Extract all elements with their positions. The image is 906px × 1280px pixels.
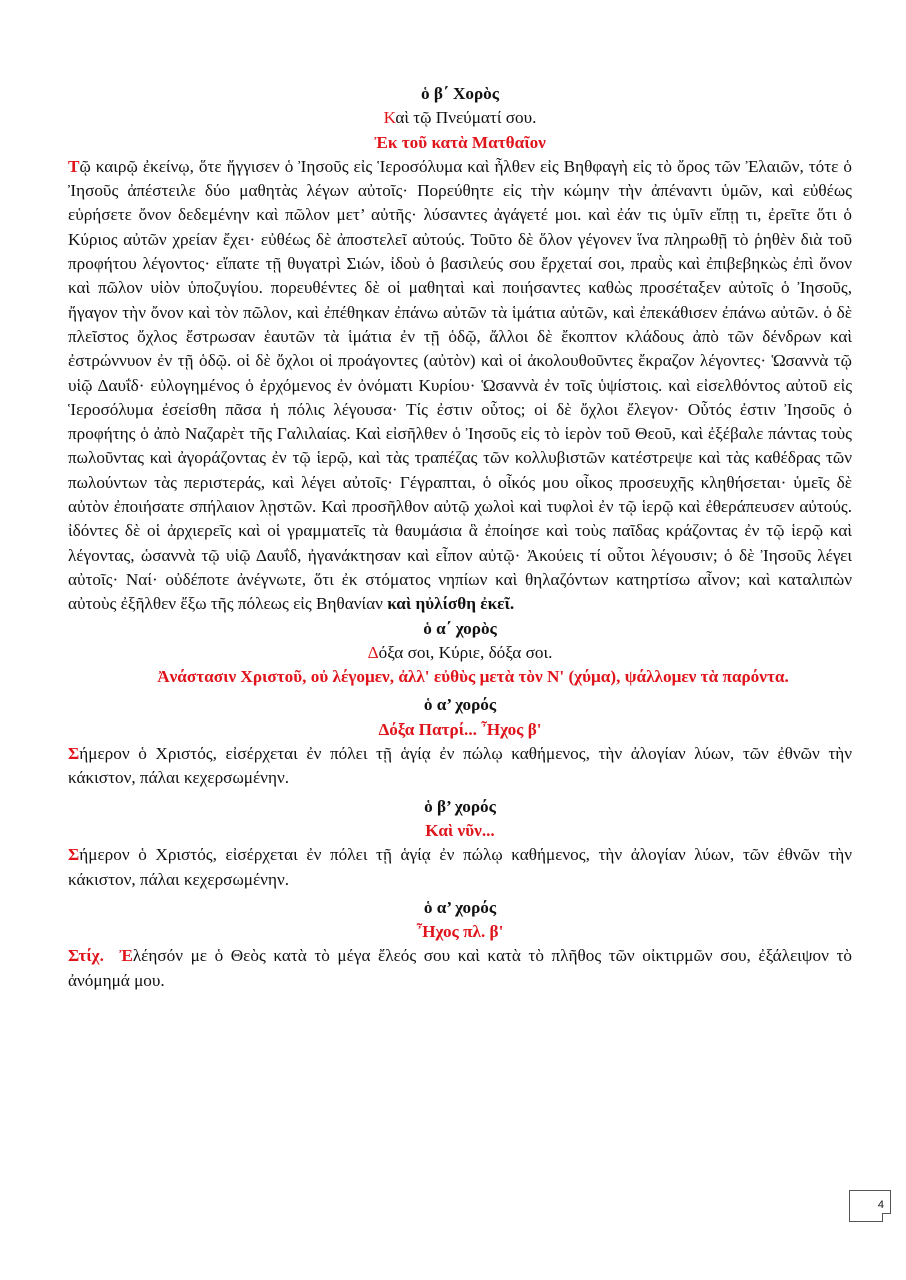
verse-initial: Δ <box>367 642 379 662</box>
stichos-initial: Ἐ <box>119 946 133 966</box>
page-number-box: 4 <box>849 1190 891 1222</box>
choir-heading: ὁ α΄ χορὸς <box>423 618 497 638</box>
choir-heading: ὁ β’ χορός <box>424 796 496 816</box>
hymn-paragraph <box>68 742 852 791</box>
stichos-paragraph <box>68 944 852 993</box>
choir-heading: ὁ α’ χορός <box>423 695 497 715</box>
verse-text: αὶ τῷ Πνεύματί σου. <box>395 108 537 128</box>
verse-initial: Κ <box>383 108 396 128</box>
hymn-text: ήμερον ὁ Χριστός, εἰσέρχεται ἐν πόλει τῇ ἁγίᾳ ἐν πώλῳ καθήμενος, τὴν ἀλογίαν λύων, τῶν ἐθνῶν τὴν κάκιστον, πάλαι κεχερσωμένην. <box>68 845 852 889</box>
hymn-initial: Σ <box>68 744 80 764</box>
kai-nyn-rubric: Καὶ νῦν... <box>425 820 495 840</box>
choir-heading: ὁ α’ χορός <box>423 897 497 917</box>
stichos-label: Στίχ. <box>68 946 104 966</box>
gospel-initial: Τ <box>68 156 80 176</box>
verse-line <box>68 106 852 130</box>
gospel-ending: καὶ ηὐλίσθη ἐκεῖ. <box>387 594 515 614</box>
hymn-text: ήμερον ὁ Χριστός, εἰσέρχεται ἐν πόλει τῇ ἁγίᾳ ἐν πώλῳ καθήμενος, τὴν ἀλογίαν λύων, τῶν ἐθνῶν τὴν κάκιστον, πάλαι κεχερσωμένην. <box>68 744 852 788</box>
instruction-rubric: Ἀνάστασιν Χριστοῦ, οὐ λέγομεν, ἀλλ' εὐθὺς μετὰ τὸν Ν' (χύμα), ψάλλομεν τὰ παρόντα. <box>157 667 789 687</box>
gospel-text: ῷ καιρῷ ἐκείνῳ, ὅτε ἤγγισεν ὁ Ἰησοῦς εἰς Ἱεροσόλυμα καὶ ἦλθεν εἰς Βηθφαγὴ εἰς τὸ ὄρος τῶν Ἐλαιῶν, τότε ὁ Ἰησοῦς ἀπέστειλε δύο μαθητὰς λέγων αὐτοῖς· Πορεύθητε εἰς τὴν κώμην τὴν ἀπέναντι ὑμῶν, καὶ εὐθέως εὑρήσετε ὄνον δεδεμένην καὶ πῶλον μετ’ αὐτῆς· λύσαντες ἀγάγετέ μοι. καὶ ἐάν τις ὑμῖν εἴπῃ τι, ἐρεῖτε ὅτι ὁ Κύριος αὐτῶν χρείαν ἔχει· εὐθέως δὲ ἀποστελεῖ αὐτούς. Τοῦτο δὲ ὅλον γέγονεν ἵνα πληρωθῇ τὸ ῥηθὲν διὰ τοῦ προφήτου λέγοντος· εἴπατε τῇ θυγατρὶ Σιών, ἰδοὺ ὁ βασιλεύς σου ἔρχεταί σοι, πραῢς καὶ ἐπιβεβηκὼς ἐπὶ ὄνον καὶ πῶλον υἱὸν ὑποζυγίου. πορευθέντες δὲ οἱ μαθηταὶ καὶ ποιήσαντες καθὼς προσέταξεν αὐτοῖς ὁ Ἰησοῦς, ἤγαγον τὴν ὄνον καὶ τὸν πῶλον, καὶ ἐπέθηκαν ἐπάνω αὐτῶν τὰ ἱμάτια αὐτῶν, καὶ ἐπεκάθισεν ἐπάνω αὐτῶν. ὁ δὲ πλεῖστος ὄχλος ἔστρωσαν ἑαυτῶν τὰ ἱμάτια ἐν τῇ ὁδῷ, ἄλλοι δὲ ἔκοπτον κλάδους ἀπὸ τῶν δένδρων καὶ ἐστρώννυον ἐν τῇ ὁδῷ. οἱ δὲ ὄχλοι οἱ προάγοντες (αὐτὸν) καὶ οἱ ἀκολουθοῦντες ἔκραζον λέγοντες· Ὡσαννὰ τῷ υἱῷ Δαυΐδ· εὐλογημένος ὁ ἐρχόμενος ἐν ὀνόματι Κυρίου· Ὡσαννὰ ἐν τοῖς ὑψίστοις. καὶ εἰσελθόντος αὐτοῦ εἰς Ἱεροσόλυμα ἐσείσθη πᾶσα ἡ πόλις λέγουσα· Τίς ἐστιν οὗτος; οἱ δὲ ὄχλοι ἔλεγον· Οὗτός ἐστιν Ἰησοῦς ὁ προφήτης ὁ ἀπὸ Ναζαρὲτ τῆς Γαλιλαίας. Καὶ εἰσῆλθεν ὁ Ἰησοῦς εἰς τὸ ἱερὸν τοῦ Θεοῦ, καὶ ἐξέβαλε πάντας τοὺς πωλοῦντας καὶ ἀγοράζοντας ἐν τῷ ἱερῷ, καὶ τὰς τραπέζας τῶν κολλυβιστῶν κατέστρεψε καὶ τὰς καθέδρας τῶν πωλούντων τὰς περιστεράς, καὶ λέγει αὐτοῖς· Γέγραπται, ὁ οἶκός μου οἶκος προσευχῆς κληθήσεται· ὑμεῖς δὲ αὐτὸν ἐποιήσατε σπήλαιον λῃστῶν. Καὶ προσῆλθον αὐτῷ χωλοὶ καὶ τυφλοὶ ἐν τῷ ἱερῷ καὶ ἐθεράπευσεν αὐτούς. ἰδόντες δὲ οἱ ἀρχιερεῖς καὶ οἱ γραμματεῖς τὰ θαυμάσια ἃ ἐποίησε καὶ τοὺς παῖδας κράζοντας ἐν τῷ ἱερῷ καὶ λέγοντας, ὡσαννὰ τῷ υἱῷ Δαυΐδ, ἠγανάκτησαν καὶ εἶπον αὐτῷ· Ἀκούεις τί οὗτοι λέγουσιν; ὁ δὲ Ἰησοῦς λέγει αὐτοῖς· Ναί· οὐδέποτε ἀνέγνωτε, ὅτι ἐκ στόματος νηπίων καὶ θηλαζόντων κατηρτίσω αἶνον; καὶ καταλιπὼν αὐτοὺς ἐξῆλθεν ἔξω τῆς πόλεως εἰς Βηθανίαν <box>68 156 852 614</box>
verse-line <box>68 641 852 665</box>
choir-heading: ὁ β΄ Χορὸς <box>420 84 499 103</box>
page-content <box>68 82 852 993</box>
tone-rubric: Ἦχος πλ. β' <box>416 922 504 942</box>
doxa-rubric: Δόξα Πατρί... Ἦχος β' <box>378 719 542 739</box>
stichos-text: λέησόν με ὁ Θεὸς κατὰ τὸ μέγα ἔλεός σου καὶ κατὰ τὸ πλῆθος τῶν οἰκτιρμῶν σου, ἐξάλειψον τὸ ἀνόμημά μου. <box>68 946 852 990</box>
hymn-paragraph <box>68 843 852 892</box>
hymn-initial: Σ <box>68 845 80 865</box>
verse-text: όξα σοι, Κύριε, δόξα σοι. <box>378 642 553 662</box>
gospel-paragraph <box>68 155 852 617</box>
gospel-rubric: Ἐκ τοῦ κατὰ Ματθαῖον <box>374 132 546 152</box>
